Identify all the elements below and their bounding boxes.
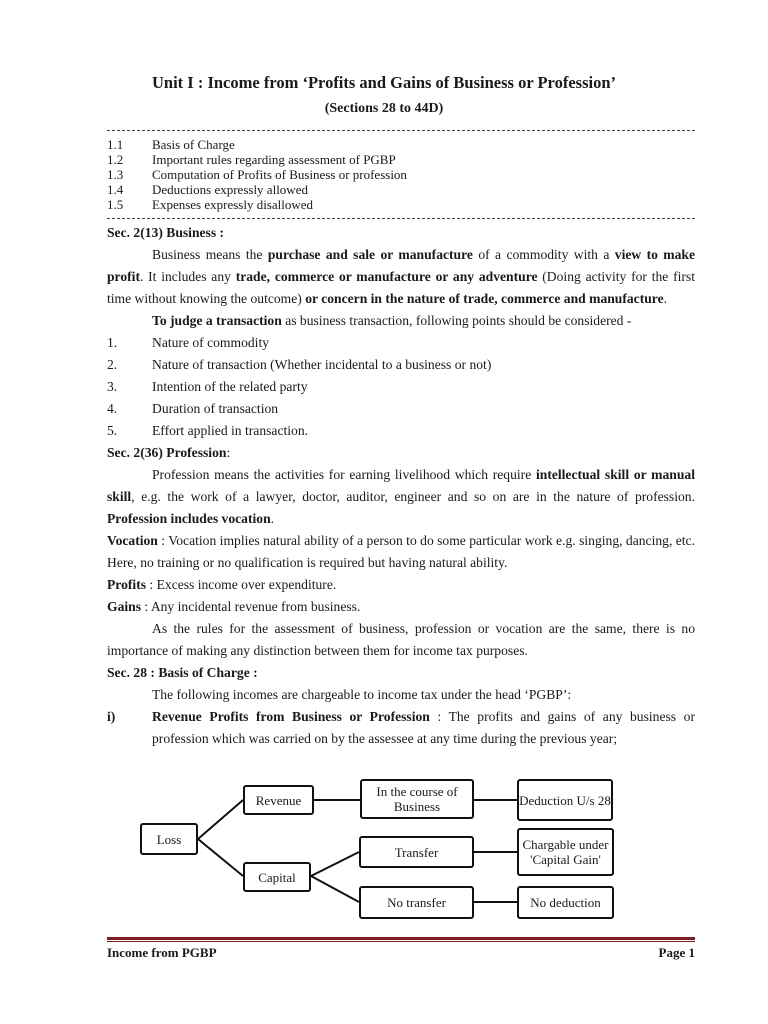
profits-definition: Profits : Excess income over expenditure.: [107, 577, 337, 592]
toc-item: 1.5 Expenses expressly disallowed: [107, 197, 314, 212]
toc-item: 1.2 Important rules regarding assessment of PGBP: [107, 152, 396, 167]
business-definition: Business means the purchase and sale or manufacture of a commodity with a view to make profit. It includes any trade, commerce or manufacture or any adventure (Doing activity for the first time without knowing the outcome) or concern in the nature of trade, commerce and manufacture.: [107, 247, 696, 306]
gains-definition: Gains : Any incidental revenue from business.: [107, 599, 361, 614]
dashed-divider-top: [107, 130, 695, 131]
business-transaction-intro: To judge a transaction as business transaction, following points should be considered -: [152, 313, 632, 328]
list-item: 5. Effort applied in transaction.: [107, 423, 309, 438]
deduction-box: Deduction U/s 28: [517, 779, 613, 821]
sec28-intro: The following incomes are chargeable to income tax under the head ‘PGBP’:: [152, 687, 572, 702]
footer-rule-thin: [107, 941, 695, 942]
rules-paragraph: As the rules for the assessment of business, profession or vocation are the same, there is no importance of making any distinction between them for income tax purposes.: [107, 621, 695, 658]
list-item: 2. Nature of transaction (Whether incidental to a business or not): [107, 357, 492, 372]
loss-box: Loss: [140, 823, 198, 855]
sec28-heading: Sec. 28 : Basis of Charge :: [107, 665, 258, 680]
list-item: 3. Intention of the related party: [107, 379, 308, 394]
toc-item: 1.3 Computation of Profits of Business or profession: [107, 167, 407, 182]
capital-box: Capital: [243, 862, 311, 892]
vocation-definition: Vocation : Vocation implies natural ability of a person to do some particular work e.g. singing, dancing, etc. Here, no training or no qualification is required but having natural ability.: [107, 533, 695, 570]
page-title: Unit I : Income from ‘Profits and Gains of Business or Profession’: [152, 73, 616, 92]
footer-rule: [107, 937, 695, 940]
transfer-box: Transfer: [359, 836, 474, 868]
profession-heading: Sec. 2(36) Profession:: [107, 445, 231, 460]
no-deduction-box: No deduction: [517, 886, 614, 919]
course-of-business-box: In the course of Business: [360, 779, 474, 819]
dashed-divider-bottom: [107, 218, 695, 219]
no-transfer-box: No transfer: [359, 886, 474, 919]
sec28-item: i) Revenue Profits from Business or Profession : The profits and gains of any business or profession which was carried on by the assessee at any time during the previous year;: [107, 709, 695, 746]
toc-item: 1.1 Basis of Charge: [107, 137, 235, 152]
footer-title: Income from PGBP: [107, 945, 217, 960]
revenue-box: Revenue: [243, 785, 314, 815]
business-heading: Sec. 2(13) Business :: [107, 225, 225, 240]
list-item: 1. Nature of commodity: [107, 335, 270, 350]
table-of-contents: [107, 137, 407, 212]
page-subtitle: (Sections 28 to 44D): [324, 101, 444, 116]
list-item: 4. Duration of transaction: [107, 401, 279, 416]
document-body: [107, 222, 695, 750]
toc-item: 1.4 Deductions expressly allowed: [107, 182, 308, 197]
profession-definition: Profession means the activities for earning livelihood which require intellectual skill or manual skill, e.g. the work of a lawyer, doctor, auditor, engineer and so on are in the nature of profession. Profession includes vocation.: [107, 467, 695, 526]
loss-classification-diagram: [0, 776, 768, 926]
capital-gain-box: Chargable under 'Capital Gain': [517, 828, 614, 876]
page-number: Page 1: [658, 945, 695, 960]
